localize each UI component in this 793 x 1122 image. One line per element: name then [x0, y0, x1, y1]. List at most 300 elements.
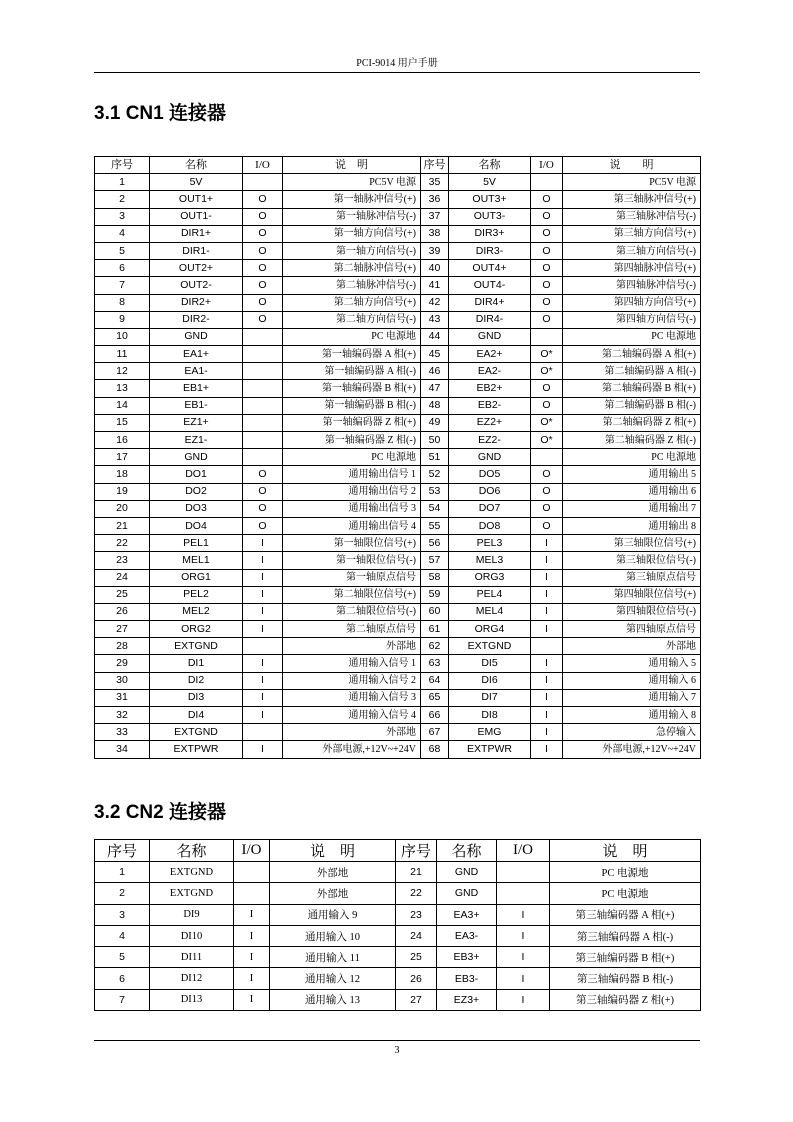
- table-cell: 66: [421, 707, 449, 724]
- column-header: 名称: [150, 157, 243, 174]
- table-cell: 第一轴编码器 B 相(-): [283, 397, 421, 414]
- table-cell: PC5V 电源: [563, 174, 701, 191]
- table-cell: [243, 724, 283, 741]
- table-row: [95, 449, 701, 466]
- table-cell: MEL3: [449, 552, 531, 569]
- table-cell: 54: [421, 500, 449, 517]
- table-cell: O: [243, 225, 283, 242]
- table-cell: GND: [449, 449, 531, 466]
- table-cell: EA3-: [437, 925, 497, 946]
- table-cell: I: [531, 724, 563, 741]
- table-cell: I: [243, 707, 283, 724]
- table-cell: [243, 363, 283, 380]
- table-cell: 第二轴方向信号(+): [283, 294, 421, 311]
- table-cell: EB3+: [437, 947, 497, 968]
- table-cell: 13: [95, 380, 150, 397]
- table-row: [95, 311, 701, 328]
- table-cell: DO8: [449, 517, 531, 534]
- table-cell: DI8: [449, 707, 531, 724]
- table-cell: DIR2-: [150, 311, 243, 328]
- table-cell: EZ2-: [449, 432, 531, 449]
- table-cell: 4: [95, 225, 150, 242]
- table-row: [95, 552, 701, 569]
- table-cell: 4: [95, 925, 150, 946]
- table-cell: 30: [95, 672, 150, 689]
- table-cell: 通用输入 10: [270, 925, 396, 946]
- table-cell: EA2+: [449, 346, 531, 363]
- column-header: 说 明: [563, 157, 701, 174]
- table-cell: OUT2+: [150, 260, 243, 277]
- table-cell: EXTGND: [150, 724, 243, 741]
- table-cell: GND: [437, 883, 497, 904]
- table-cell: DIR3+: [449, 225, 531, 242]
- table-cell: 第二轴方向信号(-): [283, 311, 421, 328]
- table-cell: 2: [95, 191, 150, 208]
- cn2-pin-table: [94, 839, 701, 1011]
- table-cell: I: [531, 655, 563, 672]
- table-cell: 41: [421, 277, 449, 294]
- table-cell: 第二轴编码器 B 相(+): [563, 380, 701, 397]
- table-cell: 7: [95, 989, 150, 1010]
- table-cell: I: [531, 586, 563, 603]
- table-cell: 43: [421, 311, 449, 328]
- header-divider: [94, 72, 700, 73]
- table-cell: 第三轴限位信号(+): [563, 535, 701, 552]
- table-cell: 47: [421, 380, 449, 397]
- section-title-cn2: 3.2 CN2 连接器: [94, 802, 226, 823]
- table-cell: DIR2+: [150, 294, 243, 311]
- table-cell: MEL4: [449, 603, 531, 620]
- table-cell: O: [531, 208, 563, 225]
- column-header: I/O: [497, 840, 550, 862]
- table-cell: 36: [421, 191, 449, 208]
- table-cell: DIR1-: [150, 242, 243, 259]
- table-cell: [243, 174, 283, 191]
- table-cell: 44: [421, 328, 449, 345]
- table-row: [95, 655, 701, 672]
- table-cell: EZ2+: [449, 414, 531, 431]
- table-cell: 20: [95, 500, 150, 517]
- table-cell: I: [497, 904, 550, 925]
- table-row: [95, 363, 701, 380]
- column-header: 名称: [437, 840, 497, 862]
- table-cell: 62: [421, 638, 449, 655]
- table-row: [95, 968, 701, 989]
- table-cell: 通用输出 7: [563, 500, 701, 517]
- table-cell: 外部地: [283, 724, 421, 741]
- table-cell: 24: [396, 925, 437, 946]
- table-cell: 29: [95, 655, 150, 672]
- table-cell: 18: [95, 466, 150, 483]
- table-row: [95, 294, 701, 311]
- table-cell: [243, 432, 283, 449]
- table-cell: [243, 449, 283, 466]
- table-cell: 第一轴限位信号(-): [283, 552, 421, 569]
- table-cell: DI7: [449, 689, 531, 706]
- table-cell: 第三轴编码器 Z 相(+): [550, 989, 701, 1010]
- table-row: [95, 883, 701, 904]
- table-cell: 第一轴脉冲信号(+): [283, 191, 421, 208]
- column-header: 说 明: [270, 840, 396, 862]
- table-cell: I: [531, 707, 563, 724]
- table-row: [95, 208, 701, 225]
- table-cell: I: [531, 689, 563, 706]
- table-cell: 第二轴限位信号(-): [283, 603, 421, 620]
- table-cell: GND: [437, 862, 497, 883]
- table-cell: 第一轴脉冲信号(-): [283, 208, 421, 225]
- table-cell: DO5: [449, 466, 531, 483]
- table-cell: I: [497, 968, 550, 989]
- table-cell: 通用输入 7: [563, 689, 701, 706]
- column-header: 序号: [396, 840, 437, 862]
- table-row: [95, 925, 701, 946]
- table-cell: 第二轴编码器 Z 相(-): [563, 432, 701, 449]
- table-cell: EXTGND: [150, 883, 234, 904]
- table-cell: 通用输入 8: [563, 707, 701, 724]
- table-cell: 2: [95, 883, 150, 904]
- table-cell: 通用输出 8: [563, 517, 701, 534]
- table-cell: [243, 346, 283, 363]
- table-cell: PEL3: [449, 535, 531, 552]
- table-cell: 56: [421, 535, 449, 552]
- table-cell: PEL1: [150, 535, 243, 552]
- column-header: 名称: [449, 157, 531, 174]
- table-cell: EMG: [449, 724, 531, 741]
- table-cell: 52: [421, 466, 449, 483]
- table-cell: DI12: [150, 968, 234, 989]
- table-cell: EA3+: [437, 904, 497, 925]
- table-cell: 10: [95, 328, 150, 345]
- table-cell: PC 电源地: [550, 883, 701, 904]
- table-cell: 67: [421, 724, 449, 741]
- table-cell: 急停输入: [563, 724, 701, 741]
- table-cell: 32: [95, 707, 150, 724]
- table-cell: DI2: [150, 672, 243, 689]
- table-row: [95, 277, 701, 294]
- table-cell: 第一轴方向信号(+): [283, 225, 421, 242]
- table-cell: O: [531, 277, 563, 294]
- table-cell: I: [531, 621, 563, 638]
- column-header: I/O: [234, 840, 270, 862]
- table-cell: 通用输入 6: [563, 672, 701, 689]
- table-row: [95, 466, 701, 483]
- table-cell: I: [243, 535, 283, 552]
- table-cell: 第三轴脉冲信号(-): [563, 208, 701, 225]
- table-cell: O: [531, 500, 563, 517]
- table-cell: DIR4-: [449, 311, 531, 328]
- table-cell: 14: [95, 397, 150, 414]
- table-cell: 40: [421, 260, 449, 277]
- table-cell: I: [243, 586, 283, 603]
- table-cell: O: [243, 483, 283, 500]
- table-cell: OUT3-: [449, 208, 531, 225]
- table-cell: PEL2: [150, 586, 243, 603]
- table-cell: DI5: [449, 655, 531, 672]
- table-cell: [243, 397, 283, 414]
- table-cell: 通用输出 6: [563, 483, 701, 500]
- table-cell: 23: [396, 904, 437, 925]
- table-cell: 51: [421, 449, 449, 466]
- table-cell: 通用输入信号 4: [283, 707, 421, 724]
- table-cell: I: [497, 989, 550, 1010]
- table-cell: I: [234, 947, 270, 968]
- table-cell: 通用输入 12: [270, 968, 396, 989]
- table-cell: 6: [95, 260, 150, 277]
- table-cell: [531, 174, 563, 191]
- table-cell: DO2: [150, 483, 243, 500]
- table-row: [95, 741, 701, 758]
- table-cell: 21: [396, 862, 437, 883]
- table-cell: DI10: [150, 925, 234, 946]
- table-cell: I: [243, 603, 283, 620]
- table-cell: I: [243, 655, 283, 672]
- table-cell: I: [497, 925, 550, 946]
- table-cell: [243, 328, 283, 345]
- table-cell: [234, 862, 270, 883]
- table-cell: 12: [95, 363, 150, 380]
- table-cell: 5: [95, 242, 150, 259]
- table-cell: 33: [95, 724, 150, 741]
- table-cell: 外部地: [563, 638, 701, 655]
- table-cell: 63: [421, 655, 449, 672]
- table-cell: DO3: [150, 500, 243, 517]
- table-cell: I: [243, 741, 283, 758]
- table-cell: 第三轴方向信号(-): [563, 242, 701, 259]
- table-cell: GND: [449, 328, 531, 345]
- table-cell: EB1-: [150, 397, 243, 414]
- table-cell: 第一轴编码器 Z 相(-): [283, 432, 421, 449]
- table-cell: 第一轴编码器 Z 相(+): [283, 414, 421, 431]
- table-cell: DIR4+: [449, 294, 531, 311]
- cn2-table-body: [95, 862, 701, 1011]
- table-cell: DIR1+: [150, 225, 243, 242]
- table-row: [95, 862, 701, 883]
- table-cell: [243, 414, 283, 431]
- table-cell: PC 电源地: [563, 449, 701, 466]
- table-row: [95, 483, 701, 500]
- table-cell: 第一轴编码器 A 相(+): [283, 346, 421, 363]
- table-cell: O: [243, 466, 283, 483]
- table-cell: O: [243, 517, 283, 534]
- table-cell: MEL1: [150, 552, 243, 569]
- table-cell: DO4: [150, 517, 243, 534]
- table-cell: DI9: [150, 904, 234, 925]
- table-cell: O: [531, 225, 563, 242]
- table-cell: 60: [421, 603, 449, 620]
- table-cell: ORG2: [150, 621, 243, 638]
- table-cell: 外部地: [270, 862, 396, 883]
- table-cell: O: [531, 311, 563, 328]
- table-row: [95, 569, 701, 586]
- table-cell: 通用输入信号 1: [283, 655, 421, 672]
- table-cell: 第二轴编码器 B 相(-): [563, 397, 701, 414]
- table-cell: 第三轴方向信号(+): [563, 225, 701, 242]
- table-cell: 外部电源,+12V~+24V: [563, 741, 701, 758]
- table-row: [95, 328, 701, 345]
- table-row: [95, 225, 701, 242]
- table-cell: 通用输入 9: [270, 904, 396, 925]
- table-cell: O*: [531, 432, 563, 449]
- table-cell: 48: [421, 397, 449, 414]
- table-cell: EA2-: [449, 363, 531, 380]
- table-cell: 第四轴限位信号(+): [563, 586, 701, 603]
- table-cell: EB1+: [150, 380, 243, 397]
- table-cell: [243, 638, 283, 655]
- table-cell: 第四轴原点信号: [563, 621, 701, 638]
- table-cell: [243, 380, 283, 397]
- table-cell: EXTPWR: [449, 741, 531, 758]
- table-cell: DI1: [150, 655, 243, 672]
- table-cell: EZ1-: [150, 432, 243, 449]
- table-cell: 3: [95, 904, 150, 925]
- table-cell: O: [531, 191, 563, 208]
- table-cell: 45: [421, 346, 449, 363]
- table-cell: EXTGND: [150, 862, 234, 883]
- table-cell: 第一轴原点信号: [283, 569, 421, 586]
- table-cell: 28: [95, 638, 150, 655]
- table-cell: PC5V 电源: [283, 174, 421, 191]
- table-row: [95, 989, 701, 1010]
- table-cell: O*: [531, 363, 563, 380]
- table-cell: EXTGND: [150, 638, 243, 655]
- table-cell: PC 电源地: [563, 328, 701, 345]
- table-cell: O: [243, 277, 283, 294]
- table-cell: 1: [95, 862, 150, 883]
- table-cell: 第四轴方向信号(-): [563, 311, 701, 328]
- table-cell: O: [531, 242, 563, 259]
- table-cell: 46: [421, 363, 449, 380]
- table-cell: PEL4: [449, 586, 531, 603]
- table-cell: I: [531, 552, 563, 569]
- table-cell: [497, 883, 550, 904]
- table-cell: 第三轴限位信号(-): [563, 552, 701, 569]
- table-cell: 5V: [449, 174, 531, 191]
- table-cell: O: [243, 260, 283, 277]
- table-cell: [497, 862, 550, 883]
- table-cell: I: [243, 569, 283, 586]
- column-header: 说 明: [283, 157, 421, 174]
- table-cell: EB3-: [437, 968, 497, 989]
- table-cell: O: [531, 294, 563, 311]
- table-cell: OUT3+: [449, 191, 531, 208]
- column-header: 序号: [95, 157, 150, 174]
- table-cell: 19: [95, 483, 150, 500]
- table-cell: 11: [95, 346, 150, 363]
- table-cell: O: [243, 294, 283, 311]
- table-cell: I: [497, 947, 550, 968]
- table-cell: EA1-: [150, 363, 243, 380]
- table-cell: 第二轴原点信号: [283, 621, 421, 638]
- table-cell: I: [234, 989, 270, 1010]
- table-cell: EB2+: [449, 380, 531, 397]
- table-cell: MEL2: [150, 603, 243, 620]
- table-cell: I: [531, 741, 563, 758]
- table-cell: 通用输出信号 3: [283, 500, 421, 517]
- column-header: 名称: [150, 840, 234, 862]
- table-row: [95, 346, 701, 363]
- table-cell: I: [243, 672, 283, 689]
- table-cell: OUT4+: [449, 260, 531, 277]
- table-cell: 65: [421, 689, 449, 706]
- table-cell: 57: [421, 552, 449, 569]
- table-cell: O: [243, 191, 283, 208]
- table-cell: DO6: [449, 483, 531, 500]
- table-cell: 38: [421, 225, 449, 242]
- table-cell: EB2-: [449, 397, 531, 414]
- table-cell: 第三轴脉冲信号(+): [563, 191, 701, 208]
- table-cell: 外部地: [270, 883, 396, 904]
- column-header: 说 明: [550, 840, 701, 862]
- table-row: [95, 517, 701, 534]
- table-cell: 第三轴编码器 B 相(+): [550, 947, 701, 968]
- table-cell: O: [531, 260, 563, 277]
- table-cell: 通用输入 13: [270, 989, 396, 1010]
- table-cell: DO7: [449, 500, 531, 517]
- table-cell: I: [234, 968, 270, 989]
- table-cell: 3: [95, 208, 150, 225]
- table-cell: 通用输出信号 1: [283, 466, 421, 483]
- table-cell: 第一轴限位信号(+): [283, 535, 421, 552]
- table-cell: O: [243, 208, 283, 225]
- table-cell: [531, 328, 563, 345]
- table-row: [95, 638, 701, 655]
- table-cell: EA1+: [150, 346, 243, 363]
- table-cell: EZ3+: [437, 989, 497, 1010]
- table-cell: O: [243, 500, 283, 517]
- table-cell: 第二轴脉冲信号(-): [283, 277, 421, 294]
- table-cell: I: [234, 904, 270, 925]
- table-cell: 53: [421, 483, 449, 500]
- table-cell: O: [243, 311, 283, 328]
- table-cell: 37: [421, 208, 449, 225]
- table-cell: GND: [150, 449, 243, 466]
- table-cell: 通用输入信号 2: [283, 672, 421, 689]
- table-cell: 第一轴方向信号(-): [283, 242, 421, 259]
- table-cell: ORG1: [150, 569, 243, 586]
- footer-divider: [94, 1040, 700, 1041]
- table-cell: 22: [396, 883, 437, 904]
- table-cell: 通用输入 5: [563, 655, 701, 672]
- table-cell: DI11: [150, 947, 234, 968]
- cn1-table-body: [95, 174, 701, 758]
- table-cell: I: [243, 552, 283, 569]
- table-cell: 23: [95, 552, 150, 569]
- table-cell: [234, 883, 270, 904]
- column-header: 序号: [95, 840, 150, 862]
- table-cell: 35: [421, 174, 449, 191]
- table-cell: EXTGND: [449, 638, 531, 655]
- column-header: I/O: [243, 157, 283, 174]
- table-cell: OUT1+: [150, 191, 243, 208]
- table-cell: I: [531, 672, 563, 689]
- table-cell: GND: [150, 328, 243, 345]
- table-row: [95, 535, 701, 552]
- table-cell: [531, 449, 563, 466]
- table-cell: O: [531, 466, 563, 483]
- table-row: [95, 904, 701, 925]
- table-row: [95, 174, 701, 191]
- table-cell: 25: [396, 947, 437, 968]
- table-cell: 第一轴编码器 B 相(+): [283, 380, 421, 397]
- table-cell: 第四轴脉冲信号(-): [563, 277, 701, 294]
- table-cell: DO1: [150, 466, 243, 483]
- table-cell: 34: [95, 741, 150, 758]
- table-cell: 59: [421, 586, 449, 603]
- table-row: [95, 414, 701, 431]
- table-row: [95, 947, 701, 968]
- table-row: [95, 689, 701, 706]
- table-cell: 31: [95, 689, 150, 706]
